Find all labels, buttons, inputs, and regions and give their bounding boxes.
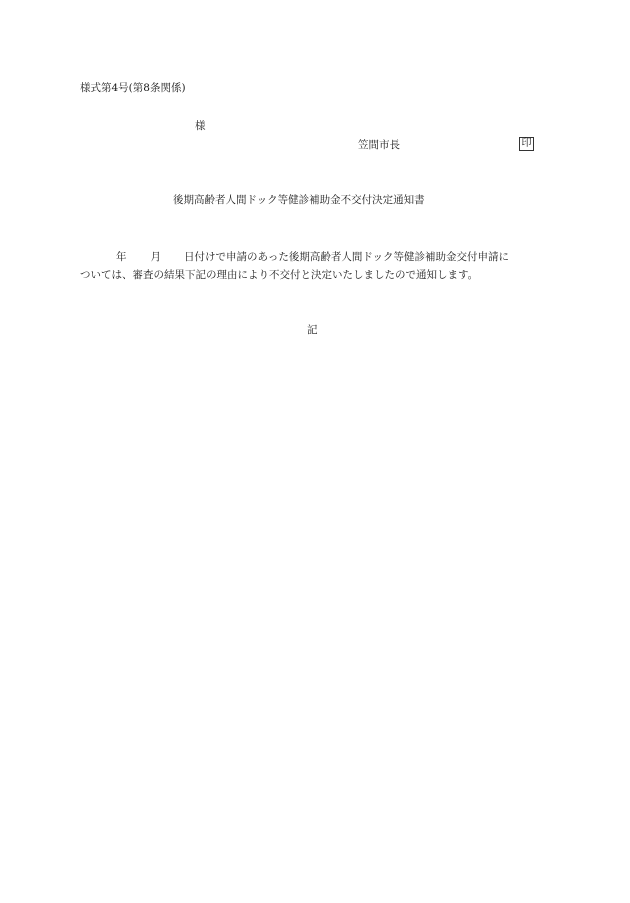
body-line-1 — [80, 250, 509, 264]
notes-heading: 記 — [307, 324, 318, 336]
form-number: 様式第4号(第8条関係) — [80, 82, 186, 94]
body-line-1-text: 日付けで申請のあった後期高齢者人間ドック等健診補助金交付申請に — [184, 251, 509, 263]
document-title: 後期高齢者人間ドック等健診補助金不交付決定通知書 — [173, 194, 425, 206]
body-year-label: 年 — [116, 251, 127, 263]
seal-mark: 印 — [519, 137, 534, 151]
recipient-suffix: 様 — [195, 120, 206, 132]
issuer-title: 笠間市長 — [358, 139, 400, 151]
body-month-label: 月 — [150, 251, 161, 263]
body-line-2: ついては、審査の結果下記の理由により不交付と決定いたしましたので通知します。 — [80, 269, 479, 281]
